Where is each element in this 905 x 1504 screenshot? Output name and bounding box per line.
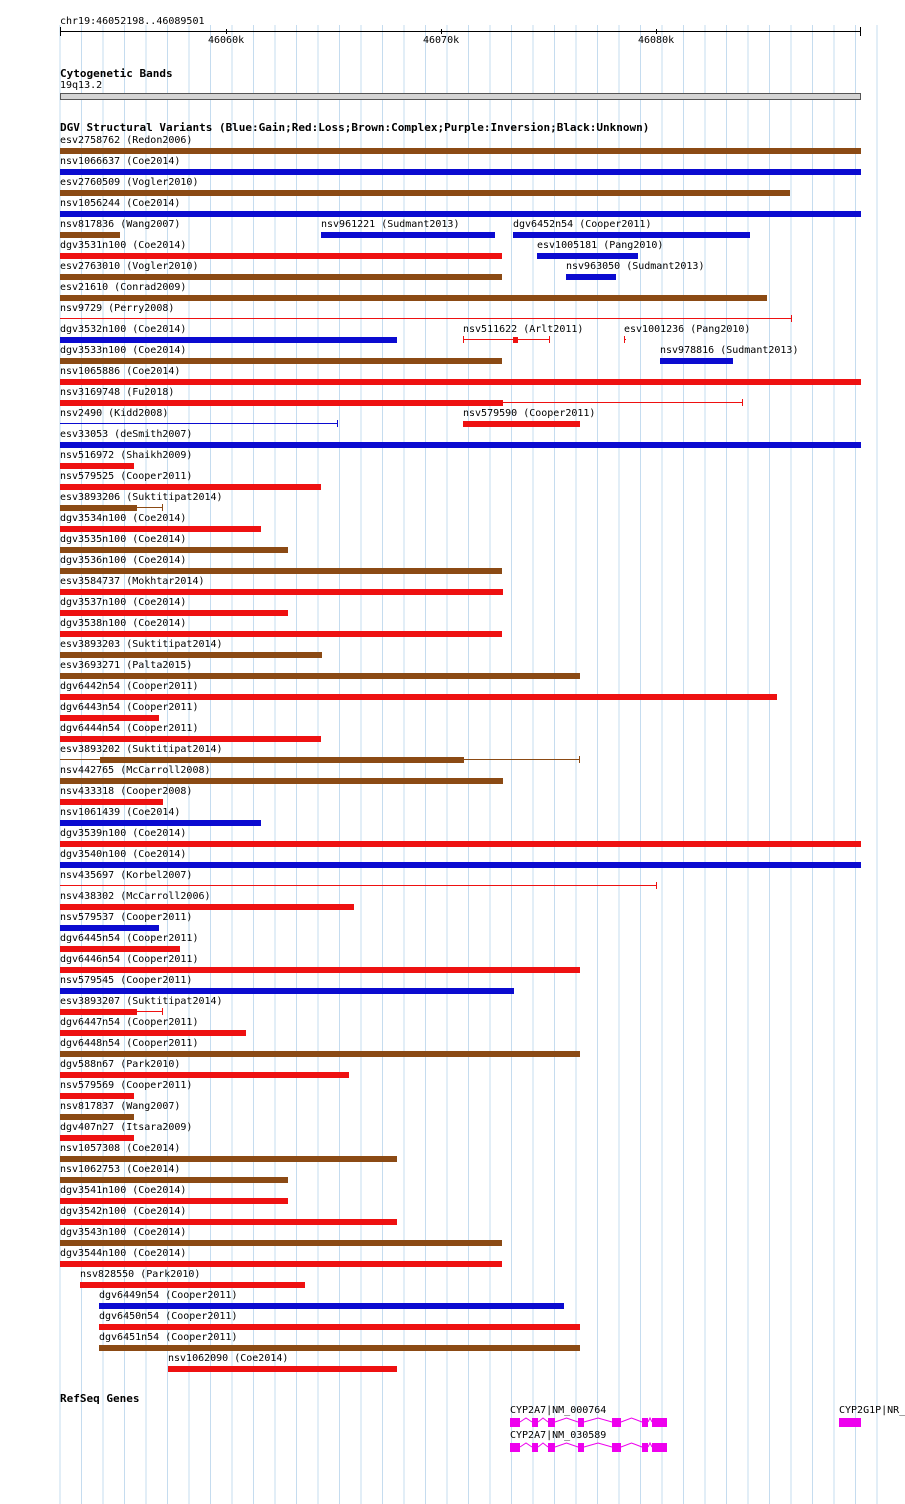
- dgv-feature-bar[interactable]: [60, 547, 288, 553]
- dgv-feature-bar[interactable]: [60, 484, 321, 490]
- intron: [584, 1443, 612, 1447]
- exon: [548, 1418, 555, 1427]
- dgv-feature-label[interactable]: dgv6442n54 (Cooper2011): [60, 681, 199, 692]
- gene-model: [510, 1443, 667, 1452]
- dgv-feature-label[interactable]: nsv2490 (Kidd2008): [60, 408, 169, 419]
- cytoband-bar[interactable]: [60, 93, 861, 100]
- ruler-tick: [656, 29, 657, 34]
- dgv-feature-label[interactable]: esv2758762 (Redon2006): [60, 135, 193, 146]
- dgv-feature-label[interactable]: nsv9729 (Perry2008): [60, 303, 175, 314]
- ruler-label: 46060k: [208, 35, 245, 46]
- dgv-feature-label[interactable]: dgv6447n54 (Cooper2011): [60, 1017, 199, 1028]
- dgv-feature-bar[interactable]: [99, 1324, 580, 1330]
- dgv-feature-label[interactable]: nsv3169748 (Fu2018): [60, 387, 175, 398]
- exon: [839, 1418, 861, 1427]
- dgv-feature-label[interactable]: nsv817836 (Wang2007): [60, 219, 181, 230]
- dgv-feature-label[interactable]: dgv3538n100 (Coe2014): [60, 618, 187, 629]
- dgv-feature-label[interactable]: nsv1062753 (Coe2014): [60, 1164, 181, 1175]
- dgv-feature-endcap: [742, 399, 743, 406]
- dgv-feature-endcap: [162, 504, 163, 511]
- dgv-feature-bar[interactable]: [60, 1219, 397, 1225]
- dgv-feature-connector[interactable]: [137, 1011, 163, 1012]
- dgv-feature-bar[interactable]: [60, 673, 580, 679]
- dgv-feature-label[interactable]: nsv1065886 (Coe2014): [60, 366, 181, 377]
- dgv-feature-connector[interactable]: [503, 402, 743, 403]
- ruler-tick: [441, 29, 442, 34]
- ruler-end-tick: [60, 27, 61, 36]
- dgv-feature-bar[interactable]: [321, 232, 495, 238]
- dgv-feature-label[interactable]: nsv1056244 (Coe2014): [60, 198, 181, 209]
- ruler-label: 46070k: [423, 35, 460, 46]
- intron: [621, 1418, 642, 1422]
- dgv-feature-bar[interactable]: [60, 337, 397, 343]
- dgv-feature-label[interactable]: esv3893203 (Suktitipat2014): [60, 639, 223, 650]
- ruler-end-tick: [860, 27, 861, 36]
- dgv-feature-label[interactable]: nsv978816 (Sudmant2013): [660, 345, 799, 356]
- dgv-feature-label[interactable]: nsv442765 (McCarroll2008): [60, 765, 211, 776]
- dgv-feature-bar[interactable]: [60, 1198, 288, 1204]
- dgv-feature-label[interactable]: nsv963050 (Sudmant2013): [566, 261, 705, 272]
- dgv-feature-label[interactable]: esv2760509 (Vogler2010): [60, 177, 199, 188]
- dgv-feature-label[interactable]: esv21610 (Conrad2009): [60, 282, 187, 293]
- dgv-feature-bar[interactable]: [60, 400, 503, 406]
- dgv-feature-label[interactable]: nsv1062090 (Coe2014): [168, 1353, 289, 1364]
- dgv-feature-bar[interactable]: [660, 358, 733, 364]
- dgv-feature-bar[interactable]: [513, 337, 518, 343]
- dgv-feature-endcap: [549, 336, 550, 343]
- dgv-feature-label[interactable]: nsv438302 (McCarroll2006): [60, 891, 211, 902]
- dgv-feature-label[interactable]: dgv3542n100 (Coe2014): [60, 1206, 187, 1217]
- dgv-track-title: DGV Structural Variants (Blue:Gain;Red:Loss;Brown:Complex;Purple:Inversion;Black:Unknown): [60, 121, 650, 134]
- ruler-label: 46080k: [638, 35, 675, 46]
- dgv-feature-label[interactable]: dgv3540n100 (Coe2014): [60, 849, 187, 860]
- dgv-feature-bar[interactable]: [60, 820, 261, 826]
- dgv-feature-bar[interactable]: [60, 1240, 502, 1246]
- dgv-feature-connector[interactable]: [60, 885, 657, 886]
- exon: [532, 1418, 538, 1427]
- dgv-feature-label[interactable]: dgv3531n100 (Coe2014): [60, 240, 187, 251]
- dgv-feature-label[interactable]: dgv6452n54 (Cooper2011): [513, 219, 652, 230]
- dgv-feature-label[interactable]: esv33053 (deSmith2007): [60, 429, 193, 440]
- exon: [642, 1418, 648, 1427]
- coordinate-readout: chr19:46052198..46089501: [60, 16, 205, 27]
- intron: [520, 1443, 532, 1447]
- dgv-feature-label[interactable]: dgv3533n100 (Coe2014): [60, 345, 187, 356]
- dgv-feature-label[interactable]: dgv3536n100 (Coe2014): [60, 555, 187, 566]
- intron: [555, 1418, 578, 1422]
- dgv-feature-bar[interactable]: [60, 925, 159, 931]
- dgv-feature-label[interactable]: nsv817837 (Wang2007): [60, 1101, 181, 1112]
- exon: [510, 1418, 520, 1427]
- exon: [612, 1443, 621, 1452]
- dgv-feature-label[interactable]: dgv588n67 (Park2010): [60, 1059, 181, 1070]
- exon: [578, 1418, 584, 1427]
- gene-label: CYP2A7|NM_030589: [510, 1430, 607, 1441]
- dgv-feature-bar[interactable]: [60, 715, 159, 721]
- dgv-feature-bar[interactable]: [537, 253, 638, 259]
- dgv-feature-label[interactable]: dgv3537n100 (Coe2014): [60, 597, 187, 608]
- dgv-feature-bar[interactable]: [60, 610, 288, 616]
- dgv-feature-label[interactable]: dgv3535n100 (Coe2014): [60, 534, 187, 545]
- gene-model: [510, 1418, 667, 1427]
- dgv-feature-label[interactable]: nsv579537 (Cooper2011): [60, 912, 193, 923]
- dgv-feature-connector[interactable]: [60, 759, 100, 760]
- gene-label: CYP2G1P|NR_: [839, 1405, 905, 1416]
- dgv-feature-bar[interactable]: [60, 526, 261, 532]
- dgv-feature-label[interactable]: esv3584737 (Mokhtar2014): [60, 576, 205, 587]
- dgv-feature-endcap: [162, 1008, 163, 1015]
- dgv-feature-label[interactable]: dgv6450n54 (Cooper2011): [99, 1311, 238, 1322]
- dgv-feature-bar[interactable]: [168, 1366, 397, 1372]
- dgv-feature-label[interactable]: esv1005181 (Pang2010): [537, 240, 664, 251]
- exon: [578, 1443, 584, 1452]
- dgv-feature-label[interactable]: dgv3539n100 (Coe2014): [60, 828, 187, 839]
- dgv-feature-label[interactable]: esv3893207 (Suktitipat2014): [60, 996, 223, 1007]
- dgv-feature-label[interactable]: nsv579569 (Cooper2011): [60, 1080, 193, 1091]
- dgv-feature-endcap: [624, 336, 625, 343]
- dgv-feature-bar[interactable]: [60, 946, 180, 952]
- dgv-feature-bar[interactable]: [80, 1282, 305, 1288]
- dgv-feature-connector[interactable]: [60, 423, 338, 424]
- dgv-feature-endcap: [656, 882, 657, 889]
- exon: [532, 1443, 538, 1452]
- dgv-feature-label[interactable]: dgv6443n54 (Cooper2011): [60, 702, 199, 713]
- exon: [548, 1443, 555, 1452]
- dgv-feature-endcap: [791, 315, 792, 322]
- dgv-feature-label[interactable]: nsv579545 (Cooper2011): [60, 975, 193, 986]
- dgv-feature-bar[interactable]: [60, 778, 503, 784]
- dgv-feature-endcap: [463, 336, 464, 343]
- intron: [648, 1443, 652, 1447]
- dgv-feature-bar[interactable]: [60, 841, 861, 847]
- dgv-feature-endcap: [579, 756, 580, 763]
- refseq-track-title: RefSeq Genes: [60, 1392, 140, 1405]
- dgv-feature-bar[interactable]: [60, 379, 861, 385]
- dgv-feature-label[interactable]: nsv1061439 (Coe2014): [60, 807, 181, 818]
- dgv-feature-bar[interactable]: [60, 211, 861, 217]
- dgv-feature-bar[interactable]: [60, 232, 120, 238]
- dgv-feature-label[interactable]: dgv3544n100 (Coe2014): [60, 1248, 187, 1259]
- intron: [648, 1418, 652, 1422]
- dgv-feature-bar[interactable]: [60, 1093, 134, 1099]
- intron: [520, 1418, 532, 1422]
- dgv-feature-label[interactable]: esv1001236 (Pang2010): [624, 324, 751, 335]
- dgv-feature-bar[interactable]: [99, 1303, 564, 1309]
- dgv-feature-bar[interactable]: [60, 1030, 246, 1036]
- dgv-feature-label[interactable]: nsv828550 (Park2010): [80, 1269, 201, 1280]
- exon: [510, 1443, 520, 1452]
- dgv-feature-label[interactable]: nsv433318 (Cooper2008): [60, 786, 193, 797]
- dgv-feature-bar[interactable]: [60, 1009, 137, 1015]
- dgv-feature-label[interactable]: esv3893202 (Suktitipat2014): [60, 744, 223, 755]
- dgv-feature-bar[interactable]: [60, 652, 322, 658]
- dgv-feature-label[interactable]: dgv3534n100 (Coe2014): [60, 513, 187, 524]
- dgv-feature-label[interactable]: dgv6446n54 (Cooper2011): [60, 954, 199, 965]
- ruler-line: [60, 31, 861, 32]
- dgv-feature-bar[interactable]: [60, 694, 777, 700]
- dgv-feature-bar[interactable]: [60, 295, 767, 301]
- dgv-feature-bar[interactable]: [463, 421, 580, 427]
- dgv-feature-label[interactable]: nsv435697 (Korbel2007): [60, 870, 193, 881]
- intron: [538, 1418, 548, 1422]
- dgv-feature-connector[interactable]: [60, 318, 792, 319]
- dgv-feature-bar[interactable]: [60, 148, 861, 154]
- dgv-feature-bar[interactable]: [60, 568, 502, 574]
- dgv-feature-label[interactable]: dgv6444n54 (Cooper2011): [60, 723, 199, 734]
- dgv-feature-label[interactable]: dgv3543n100 (Coe2014): [60, 1227, 187, 1238]
- dgv-feature-bar[interactable]: [60, 1261, 502, 1267]
- dgv-feature-label[interactable]: nsv579590 (Cooper2011): [463, 408, 596, 419]
- dgv-feature-bar[interactable]: [100, 757, 464, 763]
- dgv-feature-label[interactable]: nsv511622 (Arlt2011): [463, 324, 584, 335]
- cytoband-track-title: Cytogenetic Bands: [60, 67, 173, 80]
- exon: [612, 1418, 621, 1427]
- dgv-feature-bar[interactable]: [99, 1345, 580, 1351]
- dgv-feature-connector[interactable]: [463, 339, 550, 340]
- dgv-feature-bar[interactable]: [60, 988, 514, 994]
- dgv-feature-bar[interactable]: [60, 169, 861, 175]
- exon: [642, 1443, 648, 1452]
- dgv-feature-bar[interactable]: [60, 442, 861, 448]
- dgv-feature-label[interactable]: dgv3541n100 (Coe2014): [60, 1185, 187, 1196]
- dgv-feature-bar[interactable]: [60, 631, 502, 637]
- dgv-feature-bar[interactable]: [60, 190, 790, 196]
- cytoband-label: 19q13.2: [60, 80, 103, 91]
- dgv-feature-label[interactable]: nsv516972 (Shaikh2009): [60, 450, 193, 461]
- dgv-feature-connector[interactable]: [137, 507, 163, 508]
- dgv-feature-bar[interactable]: [60, 589, 503, 595]
- dgv-feature-endcap: [337, 420, 338, 427]
- dgv-feature-bar[interactable]: [60, 463, 134, 469]
- exon: [652, 1443, 667, 1452]
- dgv-feature-label[interactable]: nsv1057308 (Coe2014): [60, 1143, 181, 1154]
- gene-label: CYP2A7|NM_000764: [510, 1405, 607, 1416]
- dgv-feature-bar[interactable]: [60, 736, 321, 742]
- dgv-feature-label[interactable]: dgv407n27 (Itsara2009): [60, 1122, 193, 1133]
- dgv-feature-bar[interactable]: [60, 1051, 580, 1057]
- dgv-feature-label[interactable]: dgv3532n100 (Coe2014): [60, 324, 187, 335]
- dgv-feature-bar[interactable]: [60, 904, 354, 910]
- dgv-feature-bar[interactable]: [60, 967, 580, 973]
- dgv-feature-label[interactable]: dgv6449n54 (Cooper2011): [99, 1290, 238, 1301]
- ruler-tick: [226, 29, 227, 34]
- exon: [652, 1418, 667, 1427]
- dgv-feature-bar[interactable]: [60, 799, 163, 805]
- intron: [584, 1418, 612, 1422]
- intron: [538, 1443, 548, 1447]
- dgv-feature-label[interactable]: nsv961221 (Sudmant2013): [321, 219, 460, 230]
- dgv-feature-bar[interactable]: [60, 505, 137, 511]
- dgv-feature-bar[interactable]: [60, 1114, 134, 1120]
- dgv-feature-label[interactable]: esv3893206 (Suktitipat2014): [60, 492, 223, 503]
- dgv-feature-bar[interactable]: [60, 1135, 134, 1141]
- dgv-feature-label[interactable]: nsv579525 (Cooper2011): [60, 471, 193, 482]
- dgv-feature-label[interactable]: dgv6448n54 (Cooper2011): [60, 1038, 199, 1049]
- dgv-feature-bar[interactable]: [566, 274, 616, 280]
- dgv-feature-label[interactable]: nsv1066637 (Coe2014): [60, 156, 181, 167]
- dgv-feature-label[interactable]: dgv6445n54 (Cooper2011): [60, 933, 199, 944]
- dgv-feature-bar[interactable]: [60, 1177, 288, 1183]
- intron: [621, 1443, 642, 1447]
- intron: [555, 1443, 578, 1447]
- dgv-feature-bar[interactable]: [60, 1072, 349, 1078]
- dgv-feature-label[interactable]: esv2763010 (Vogler2010): [60, 261, 199, 272]
- dgv-feature-bar[interactable]: [60, 274, 502, 280]
- dgv-feature-bar[interactable]: [60, 862, 861, 868]
- dgv-feature-connector[interactable]: [464, 759, 580, 760]
- dgv-feature-bar[interactable]: [60, 1156, 397, 1162]
- dgv-feature-label[interactable]: dgv6451n54 (Cooper2011): [99, 1332, 238, 1343]
- dgv-feature-label[interactable]: esv3693271 (Palta2015): [60, 660, 193, 671]
- dgv-feature-bar[interactable]: [60, 358, 502, 364]
- dgv-feature-bar[interactable]: [60, 253, 502, 259]
- dgv-feature-bar[interactable]: [513, 232, 750, 238]
